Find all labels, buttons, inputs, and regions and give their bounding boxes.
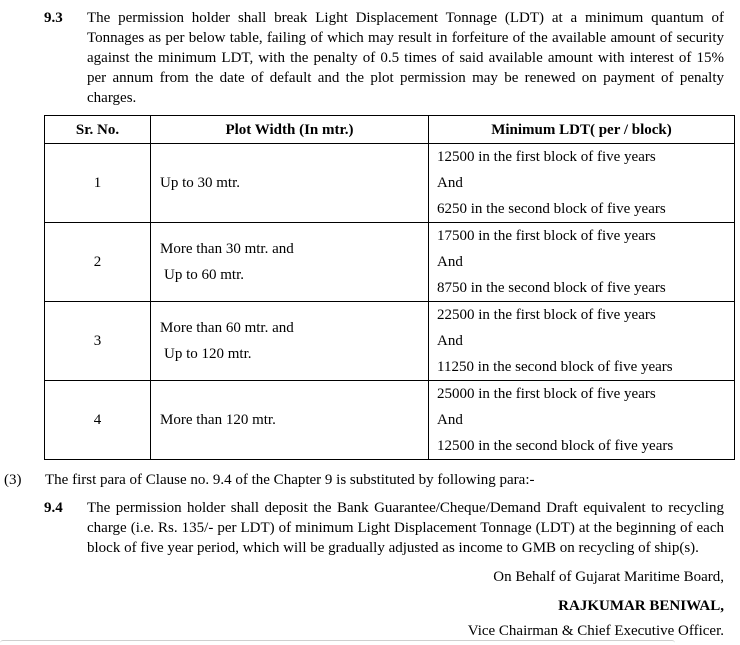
ldt-and: And bbox=[437, 333, 463, 349]
row-minimum-ldt bbox=[429, 144, 735, 223]
ldt-second-block: 11250 in the second block of five years bbox=[437, 359, 673, 375]
plot-width-line: More than 120 mtr. bbox=[160, 412, 276, 428]
table-row bbox=[45, 302, 735, 381]
plot-width-line: Up to 120 mtr. bbox=[164, 346, 252, 362]
header-minimum-ldt: Minimum LDT( per / block) bbox=[429, 116, 735, 144]
plot-width-line: More than 60 mtr. and bbox=[160, 320, 294, 336]
clause-9-3-text: The permission holder shall break Light Displacement Tonnage (LDT) at a minimum quantum of Tonnages as per below table, failing of which may result in forfeiture of the available amount of security against the minimum LDT, with the penalty of 0.5 times of said available amount with interest of 15% per annum from the date of default and the plot permission may be renewed on payment of penalty charges. bbox=[87, 10, 724, 106]
plot-width-line: Up to 60 mtr. bbox=[164, 267, 245, 283]
plot-width-line: Up to 30 mtr. bbox=[160, 175, 241, 191]
ldt-second-block: 6250 in the second block of five years bbox=[437, 201, 666, 217]
clause-9-4-text: The permission holder shall deposit the Bank Guarantee/Cheque/Demand Draft equivalent to recycling charge (i.e. Rs. 135/- per LDT) of minimum Light Displacement Tonnage (LDT) at the beginning of each block of five year period, which will be gradually adjusted as income to GMB on recycling of ship(s). bbox=[87, 500, 724, 556]
table-row bbox=[45, 381, 735, 460]
row-minimum-ldt bbox=[429, 381, 735, 460]
item-3-text: The first para of Clause no. 9.4 of the Chapter 9 is substituted by following para:- bbox=[45, 472, 535, 488]
row-plot-width bbox=[151, 302, 429, 381]
clause-9-3-number: 9.3 bbox=[44, 10, 63, 26]
row-minimum-ldt bbox=[429, 302, 735, 381]
plot-width-line: More than 30 mtr. and bbox=[160, 241, 294, 257]
ldt-and: And bbox=[437, 412, 463, 428]
table-header-row bbox=[45, 116, 735, 144]
item-3-number: (3) bbox=[4, 472, 22, 488]
ldt-and: And bbox=[437, 175, 463, 191]
signature-name: RAJKUMAR BENIWAL, bbox=[558, 598, 724, 614]
row-plot-width bbox=[151, 381, 429, 460]
ldt-first-block: 17500 in the first block of five years bbox=[437, 228, 656, 244]
row-plot-width bbox=[151, 223, 429, 302]
signature-behalf: On Behalf of Gujarat Maritime Board, bbox=[493, 569, 724, 585]
ldt-first-block: 25000 in the first block of five years bbox=[437, 386, 656, 402]
signature-designation: Vice Chairman & Chief Executive Officer. bbox=[467, 623, 724, 639]
page-edge-divider bbox=[0, 640, 675, 645]
ldt-first-block: 12500 in the first block of five years bbox=[437, 149, 656, 165]
row-sr-no: 2 bbox=[45, 223, 151, 302]
ldt-first-block: 22500 in the first block of five years bbox=[437, 307, 656, 323]
ldt-table bbox=[44, 115, 735, 460]
table-row bbox=[45, 144, 735, 223]
header-sr-no: Sr. No. bbox=[45, 116, 151, 144]
ldt-second-block: 12500 in the second block of five years bbox=[437, 438, 674, 454]
table-row bbox=[45, 223, 735, 302]
row-plot-width bbox=[151, 144, 429, 223]
row-sr-no: 3 bbox=[45, 302, 151, 381]
header-plot-width: Plot Width (In mtr.) bbox=[151, 116, 429, 144]
row-sr-no: 4 bbox=[45, 381, 151, 460]
row-sr-no: 1 bbox=[45, 144, 151, 223]
ldt-second-block: 8750 in the second block of five years bbox=[437, 280, 666, 296]
clause-9-4-number: 9.4 bbox=[44, 500, 63, 516]
row-minimum-ldt bbox=[429, 223, 735, 302]
ldt-and: And bbox=[437, 254, 463, 270]
